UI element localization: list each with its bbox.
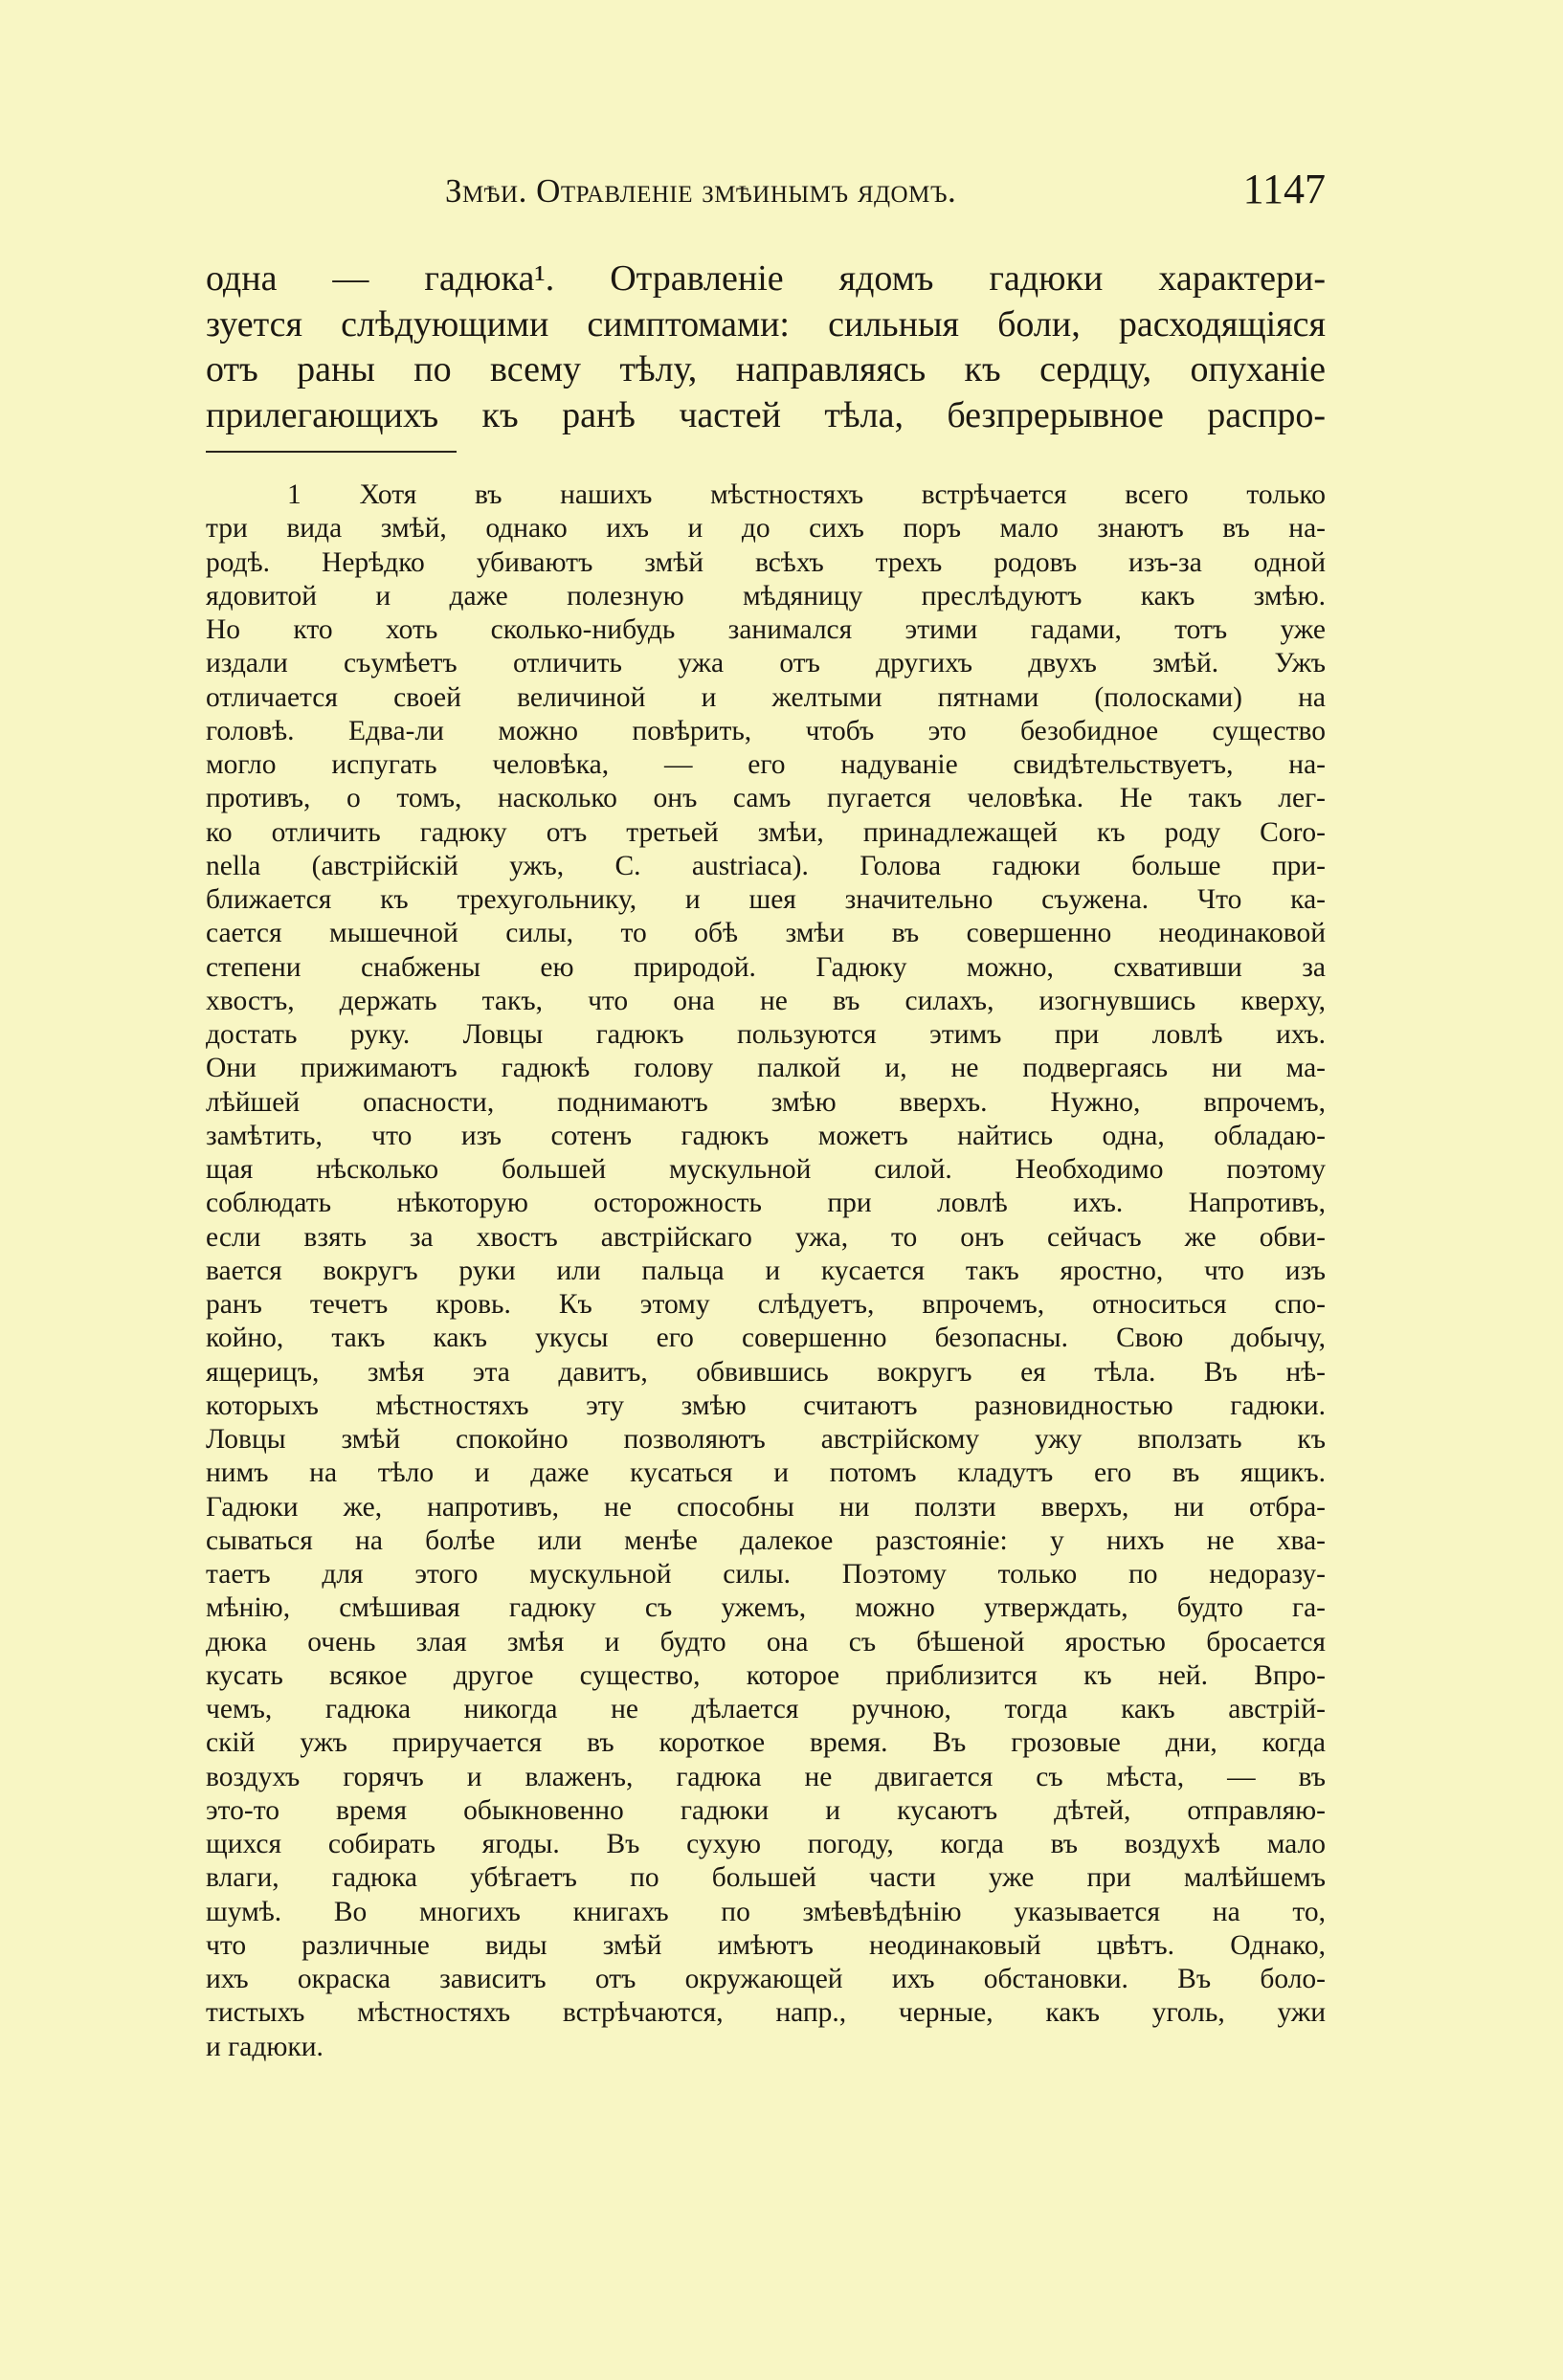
footnote-line: воздухъ горячъ и влаженъ, гадюка не двигается съ мѣста, — въ (206, 1761, 1326, 1792)
text-line: зуется слѣдующими симптомами: сильныя боли, расходящіяся (206, 303, 1326, 345)
footnote-line: хвостъ, держать такъ, что она не въ силахъ, изогнувшись кверху, (206, 985, 1326, 1016)
footnote-line: Гадюки же, напротивъ, не способны ни ползти вверхъ, ни отбра- (206, 1491, 1326, 1523)
footnote-line: отличается своей величиной и желтыми пятнами (полосками) на (206, 681, 1326, 713)
footnote (206, 478, 1326, 2064)
footnote-line: три вида змѣй, однако ихъ и до сихъ поръ мало знаютъ въ на- (206, 513, 1326, 545)
footnote-line: вается вокругъ руки или пальца и кусается такъ яростно, что изъ (206, 1255, 1326, 1286)
page-header (206, 165, 1326, 222)
footnote-line: Но кто хоть сколько-нибудь занимался этими гадами, тотъ уже (206, 614, 1326, 645)
footnote-line: сываться на болѣе или менѣе далекое разстояніе: у нихъ не хва- (206, 1524, 1326, 1556)
footnote-line: ядовитой и даже полезную мѣдяницу преслѣдуютъ какъ змѣю. (206, 580, 1326, 612)
footnote-line: тистыхъ мѣстностяхъ встрѣчаются, напр., черные, какъ уголь, ужи (206, 1997, 1326, 2029)
footnote-line: соблюдать нѣкоторую осторожность при ловлѣ ихъ. Напротивъ, (206, 1188, 1326, 1219)
footnote-line: и гадюки. (206, 2031, 324, 2062)
footnote-line: кусать всякое другое существо, которое приблизится къ ней. Впро- (206, 1659, 1326, 1691)
footnote-line: противъ, о томъ, насколько онъ самъ пугается человѣка. Не такъ лег- (206, 783, 1326, 814)
footnote-line: чемъ, гадюка никогда не дѣлается ручною, тогда какъ австрій- (206, 1694, 1326, 1724)
footnote-line: nella (австрійскій ужъ, C. austriaca). Голова гадюки больше при- (206, 850, 1326, 881)
footnote-line: дюка очень злая змѣя и будто она съ бѣшеной яростью бросается (206, 1626, 1326, 1657)
footnote-marker: 1 (287, 479, 301, 510)
footnote-line: головѣ. Едва-ли можно повѣрить, чтобъ это безобидное существо (206, 715, 1326, 746)
main-text (206, 256, 1326, 438)
text-line: одна — гадюка¹. Отравленіе ядомъ гадюки характери- (206, 258, 1326, 299)
footnote-line: это-то время обыкновенно гадюки и кусаютъ дѣтей, отправляю- (206, 1794, 1326, 1826)
footnote-line: издали съумѣетъ отличить ужа отъ другихъ двухъ змѣй. Ужъ (206, 648, 1326, 679)
text-line: прилегающихъ къ ранѣ частей тѣла, безпрерывное распро- (206, 394, 1326, 435)
footnote-line: влаги, гадюка убѣгаетъ по большей части уже при малѣйшемъ (206, 1862, 1326, 1894)
footnote-line: шумѣ. Во многихъ книгахъ по змѣевѣдѣнію указывается на то, (206, 1896, 1326, 1927)
footnote-line: ранъ течетъ кровь. Къ этому слѣдуетъ, впрочемъ, относиться спо- (206, 1289, 1326, 1320)
footnote-line: если взять за хвостъ австрійскаго ужа, то онъ сейчасъ же обви- (206, 1221, 1326, 1253)
footnote-line: мѣнію, смѣшивая гадюку съ ужемъ, можно утверждать, будто га- (206, 1592, 1326, 1624)
footnote-line: щихся собирать ягоды. Въ сухую погоду, когда въ воздухѣ мало (206, 1829, 1326, 1859)
footnote-line: ихъ окраска зависитъ отъ окружающей ихъ обстановки. Въ боло- (206, 1964, 1326, 1994)
text-line: отъ раны по всему тѣлу, направляясь къ сердцу, опуханіе (206, 349, 1326, 389)
footnote-line: лѣйшей опасности, поднимаютъ змѣю вверхъ. Нужно, впрочемъ, (206, 1086, 1326, 1118)
footnote-line: степени снабжены ею природой. Гадюку можно, схвативши за (206, 951, 1326, 983)
footnote-line: родѣ. Нерѣдко убиваютъ змѣй всѣхъ трехъ родовъ изъ-за одной (206, 546, 1326, 578)
footnote-line: скій ужъ приручается въ короткое время. Въ грозовые дни, когда (206, 1727, 1326, 1759)
footnote-line-text: Хотя въ нашихъ мѣстностяхъ встрѣчается всего только (359, 479, 1326, 510)
footnote-line: щая нѣсколько большей мускульной силой. Необходимо поэтому (206, 1154, 1326, 1185)
footnote-line: сается мышечной силы, то обѣ змѣи въ совершенно неодинаковой (206, 918, 1326, 949)
footnote-line: ближается къ трехугольнику, и шея значительно съужена. Что ка- (206, 884, 1326, 915)
footnote-line: таетъ для этого мускульной силы. Поэтому только по недоразу- (206, 1559, 1326, 1590)
footnote-line: что различные виды змѣй имѣютъ неодинаковый цвѣтъ. Однако, (206, 1929, 1326, 1961)
footnote-line: нимъ на тѣло и даже кусаться и потомъ кладутъ его въ ящикъ. (206, 1457, 1326, 1489)
footnote-line (206, 478, 1326, 512)
running-head: Змѣи. Отравленіе змѣинымъ ядомъ. (445, 172, 957, 210)
footnote-line: которыхъ мѣстностяхъ эту змѣю считаютъ разновидностью гадюки. (206, 1390, 1326, 1421)
footnote-line: Они прижимаютъ гадюкѣ голову палкой и, не подвергаясь ни ма- (206, 1053, 1326, 1084)
footnote-line: достать руку. Ловцы гадюкъ пользуются этимъ при ловлѣ ихъ. (206, 1019, 1326, 1050)
footnote-line: койно, такъ какъ укусы его совершенно безопасны. Свою добычу, (206, 1323, 1326, 1354)
footnote-line: Ловцы змѣй спокойно позволяютъ австрійскому ужу вползать къ (206, 1424, 1326, 1455)
footnote-line: замѣтить, что изъ сотенъ гадюкъ можетъ найтись одна, обладаю- (206, 1120, 1326, 1151)
page-number: 1147 (1242, 166, 1326, 212)
footnote-divider (206, 451, 457, 453)
footnote-line: ящерицъ, змѣя эта давитъ, обвившись вокругъ ея тѣла. Въ нѣ- (206, 1356, 1326, 1388)
footnote-line: могло испугать человѣка, — его надуваніе свидѣтельствуетъ, на- (206, 749, 1326, 780)
footnote-line: ко отличить гадюку отъ третьей змѣи, принадлежащей къ роду Coro- (206, 816, 1326, 848)
